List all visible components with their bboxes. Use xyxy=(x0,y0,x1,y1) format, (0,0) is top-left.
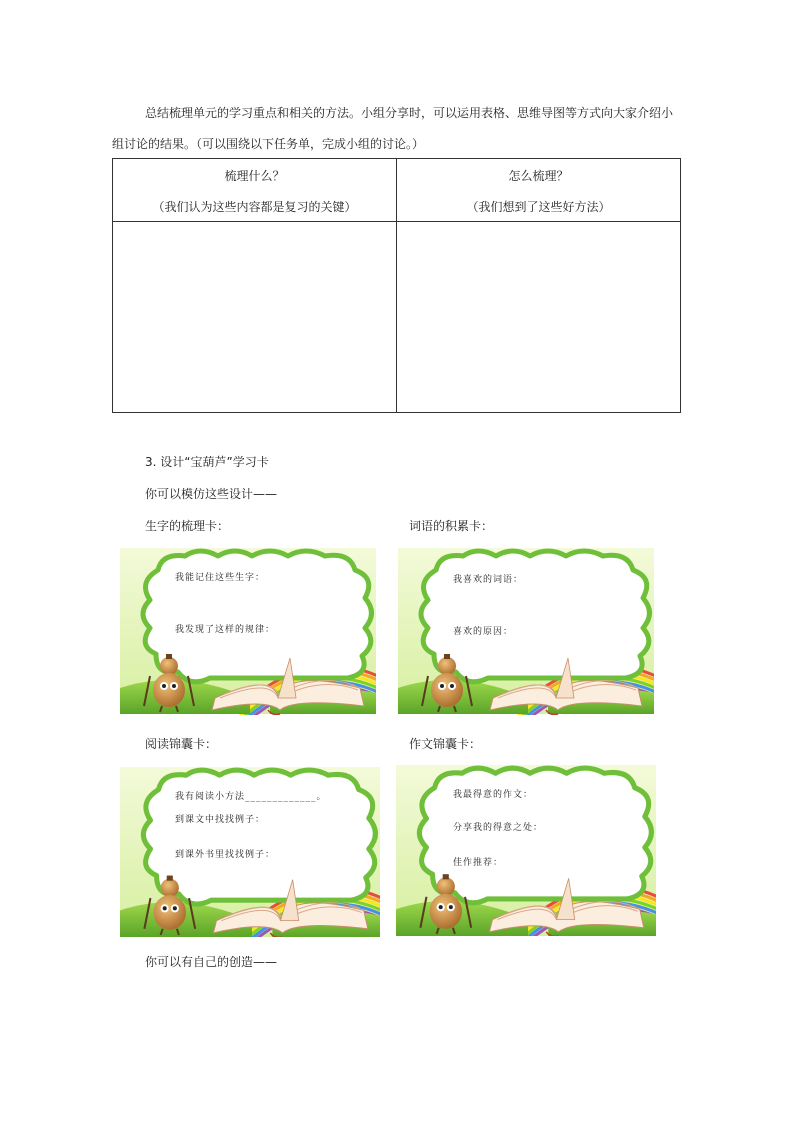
table-header-what xyxy=(113,159,397,222)
card-line: 佳作推荐： xyxy=(453,858,504,868)
card-line: 我最得意的作文： xyxy=(453,790,534,800)
card-line: 我喜欢的词语： xyxy=(453,575,524,585)
header-how-subtitle: （我们想到了这些好方法） xyxy=(466,200,611,214)
card-label-reading: 阅读锦囊卡： xyxy=(145,737,218,751)
intro-line-2: 组讨论的结果。（可以围绕以下任务单，完成小组的讨论。） xyxy=(112,137,425,151)
card-characters xyxy=(120,547,376,715)
table-cell-how[interactable] xyxy=(397,222,681,413)
card-line: 我有阅读小方法_____________。 xyxy=(175,792,327,802)
card-line: 分享我的得意之处： xyxy=(453,823,544,833)
table-header-how xyxy=(397,159,681,222)
imitate-text: 你可以模仿这些设计—— xyxy=(145,487,278,501)
card-label-writing: 作文锦囊卡： xyxy=(409,737,482,751)
header-what-title: 梳理什么？ xyxy=(224,169,285,183)
create-text: 你可以有自己的创造—— xyxy=(145,955,278,969)
card-words xyxy=(398,547,654,715)
section-heading: 3. 设计“宝葫芦”学习卡 xyxy=(145,455,269,469)
table-cell-what[interactable] xyxy=(113,222,397,413)
card-label-characters: 生字的梳理卡： xyxy=(145,519,230,533)
card-label-words: 词语的积累卡： xyxy=(409,519,494,533)
header-what-subtitle: （我们认为这些内容都是复习的关键） xyxy=(152,200,357,214)
card-line: 我能记住这些生字： xyxy=(175,573,266,583)
card-background-illustration xyxy=(398,547,654,715)
intro-line-1: 总结梳理单元的学习重点和相关的方法。小组分享时，可以运用表格、思维导图等方式向大家介绍小 xyxy=(145,106,674,120)
card-writing xyxy=(396,765,656,936)
card-line: 到课文中找找例子： xyxy=(175,815,266,825)
task-table xyxy=(112,158,681,413)
card-line: 喜欢的原因： xyxy=(453,627,514,637)
card-line: 我发现了这样的规律： xyxy=(175,625,276,635)
card-line: 到课外书里找找例子： xyxy=(175,850,276,860)
card-reading xyxy=(120,767,380,937)
header-how-title: 怎么梳理？ xyxy=(508,169,569,183)
